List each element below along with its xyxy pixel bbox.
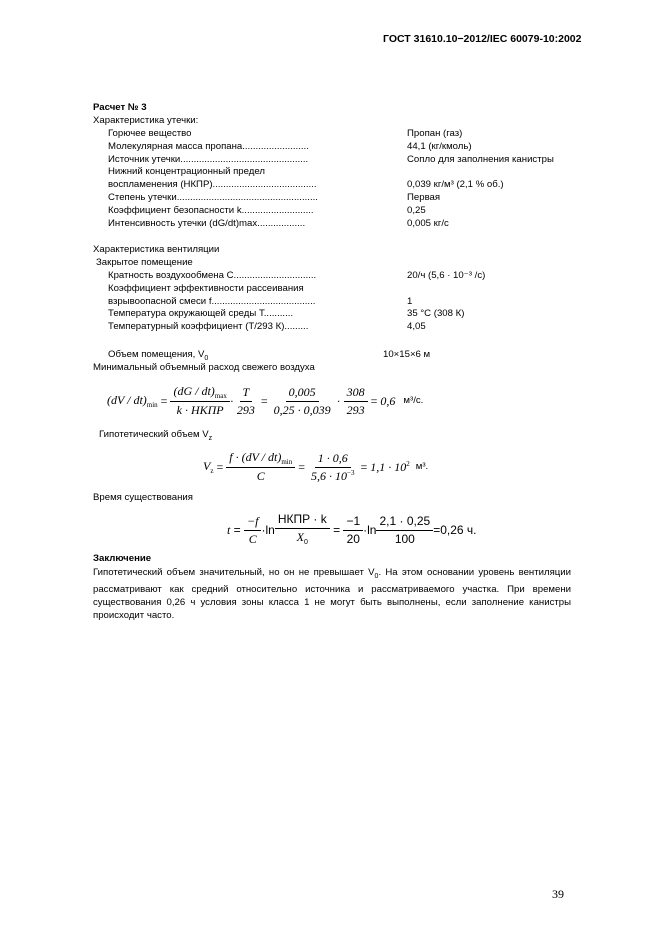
equation-time: t = $\frac{-f}{C}$ · ln $\frac{\text{НКПР · k}}{X_0}$ = $\frac{-1}{20}$ · ln $\frac{2,1 \cdot 0,25}{100}$ = 0,26 ч. — [227, 512, 477, 547]
row-value: 0,25 — [407, 204, 426, 216]
standard-header: ГОСТ 31610.10−2012/IEC 60079-10:2002 — [383, 33, 582, 45]
row-value: 0,005 кг/с — [407, 217, 449, 229]
row-label: Коэффициент эффективности рассеивания — [108, 282, 304, 294]
row-value: 35 °С (308 К) — [407, 308, 465, 320]
leak-heading: Характеристика утечки: — [93, 115, 199, 126]
equation-vz: $V_z$ = $\frac{f \cdot (dV / dt)_{min}}{C}$ = $\frac{1 \cdot 0,6}{5,6 \cdot 10^{-3}}$ = $1,1 \cdot 10^2$ м³. — [203, 449, 429, 484]
row-label: Нижний концентрационный предел — [108, 166, 265, 178]
min-flow-label: Минимальный объемный расход свежего воздуха — [93, 362, 315, 373]
row-label: Температурный коэффициент (Т/293 К)......... — [108, 321, 309, 333]
row-label: Молекулярная масса пропана......................... — [108, 140, 309, 152]
row-label: Горючее вещество — [108, 128, 192, 139]
conclusion-text: Гипотетический объем значительный, но он не превышает $V_0$. На этом основании уровень вентиляции рассматривают как средний относительно источника и рассматриваемого участка. При времени существования 0,26 ч условия зоны класса 1 не могут быть выполнены, если заполнение канистры происходит часто. — [93, 567, 571, 621]
room-volume-value: 10×15×6 м — [383, 349, 431, 360]
row-value: Пропан (газ) — [407, 128, 463, 139]
row-label: Коэффициент безопасности k........................... — [108, 204, 314, 216]
row-value: 44,1 (кг/кмоль) — [407, 140, 472, 152]
page-number: 39 — [552, 887, 564, 901]
row-label: взрывоопасной смеси f....................................... — [108, 295, 316, 307]
row-value: 20/ч (5,6 · 10⁻³ /с) — [407, 270, 486, 281]
vent-subheading: Закрытое помещение — [96, 257, 193, 268]
vent-heading: Характеристика вентиляции — [93, 244, 220, 255]
row-value: Сопло для заполнения канистры — [407, 153, 554, 165]
row-label: Температура окружающей среды Т........... — [108, 308, 294, 320]
row-label: воспламенения (НКПР)....................................... — [108, 179, 317, 191]
conclusion-title: Заключение — [93, 553, 152, 564]
vz-label: Гипотетический объем $V_z$ — [99, 429, 213, 442]
time-label: Время существования — [93, 492, 193, 503]
row-value: 1 — [407, 295, 413, 307]
equation-min-flow: $(dV / dt)_{min}$ = $\frac{(dG / dt)_{max}}{\text{k · НКПР}}$ · $\frac{T}{293}$ = $\frac{0,005}{0,25 \cdot 0,039}$ · $\frac{308}{293}$ = 0,6 м³/с. — [107, 383, 424, 418]
row-label: Степень утечки..................................................... — [108, 192, 318, 203]
row-label: Кратность воздухообмена C............................... — [108, 270, 317, 281]
row-value: 4,05 — [407, 321, 426, 333]
room-volume-label: Объем помещения, $V_0$ — [108, 349, 209, 362]
row-label: Источник утечки................................................ — [108, 153, 309, 165]
row-value: 0,039 кг/м³ (2,1 % об.) — [407, 179, 504, 191]
calc-title: Расчет № 3 — [93, 102, 147, 113]
row-label: Интенсивность утечки (dG/dt)max.................. — [108, 217, 306, 229]
row-value: Первая — [407, 192, 441, 203]
